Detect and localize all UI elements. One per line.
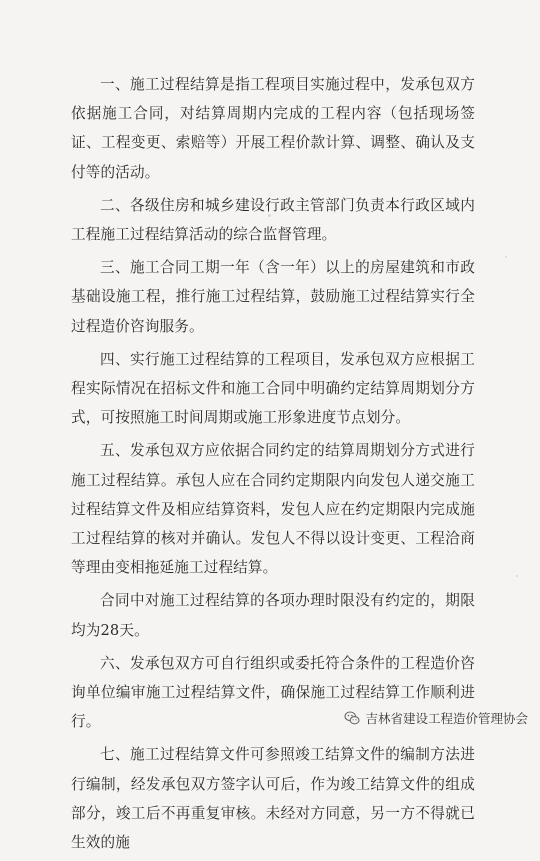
- wechat-icon: [344, 710, 360, 726]
- paragraph-7: 六、发承包双方可自行组织或委托符合条件的工程造价咨询单位编审施工过程结算文件，确保施工过程结算工作顺利进行。: [71, 654, 475, 731]
- scan-speck: [516, 575, 518, 577]
- paragraph-8: 七、施工过程结算文件可参照竣工结算文件的编制方法进行编制，经发承包双方签字认可后，作为竣工结算文件的组成部分，竣工后不再重复审核。未经对方同意，另一方不得就已生效的施: [71, 746, 475, 852]
- paragraph-5: 五、发承包双方应依据合同约定的结算周期划分方式进行施工过程结算。承包人应在合同约定期限内向发包人递交施工过程结算文件及相应结算资料，发包人应在约定期限内完成施工过程结算的核对并确认。发包人不得以设计变更、工程洽商等理由变相拖延施工过程结算。: [71, 442, 475, 577]
- document-body: [71, 70, 475, 861]
- watermark-text: 吉林省建设工程造价管理协会: [365, 711, 528, 726]
- paragraph-4: 四、实行施工过程结算的工程项目，发承包双方应根据工程实际情况在招标文件和施工合同中明确约定结算周期划分方式，可按照施工时间周期或施工形象进度节点划分。: [71, 350, 475, 427]
- paragraph-3: 三、施工合同工期一年（含一年）以上的房屋建筑和市政基础设施工程，推行施工过程结算，鼓励施工过程结算实行全过程造价咨询服务。: [71, 259, 475, 335]
- paragraph-2: 二、各级住房和城乡建设行政主管部门负责本行政区域内工程施工过程结算活动的综合监督管理。: [71, 196, 475, 244]
- paragraph-6: 合同中对施工过程结算的各项办理时限没有约定的，期限均为28天。: [71, 592, 475, 639]
- paragraph-1: 一、施工过程结算是指工程项目实施过程中，发承包双方依据施工合同，对结算周期内完成的工程内容（包括现场签证、工程变更、索赔等）开展工程价款计算、调整、确认及支付等的活动。: [71, 76, 475, 181]
- source-watermark: [344, 709, 528, 727]
- scan-speck: [505, 256, 507, 258]
